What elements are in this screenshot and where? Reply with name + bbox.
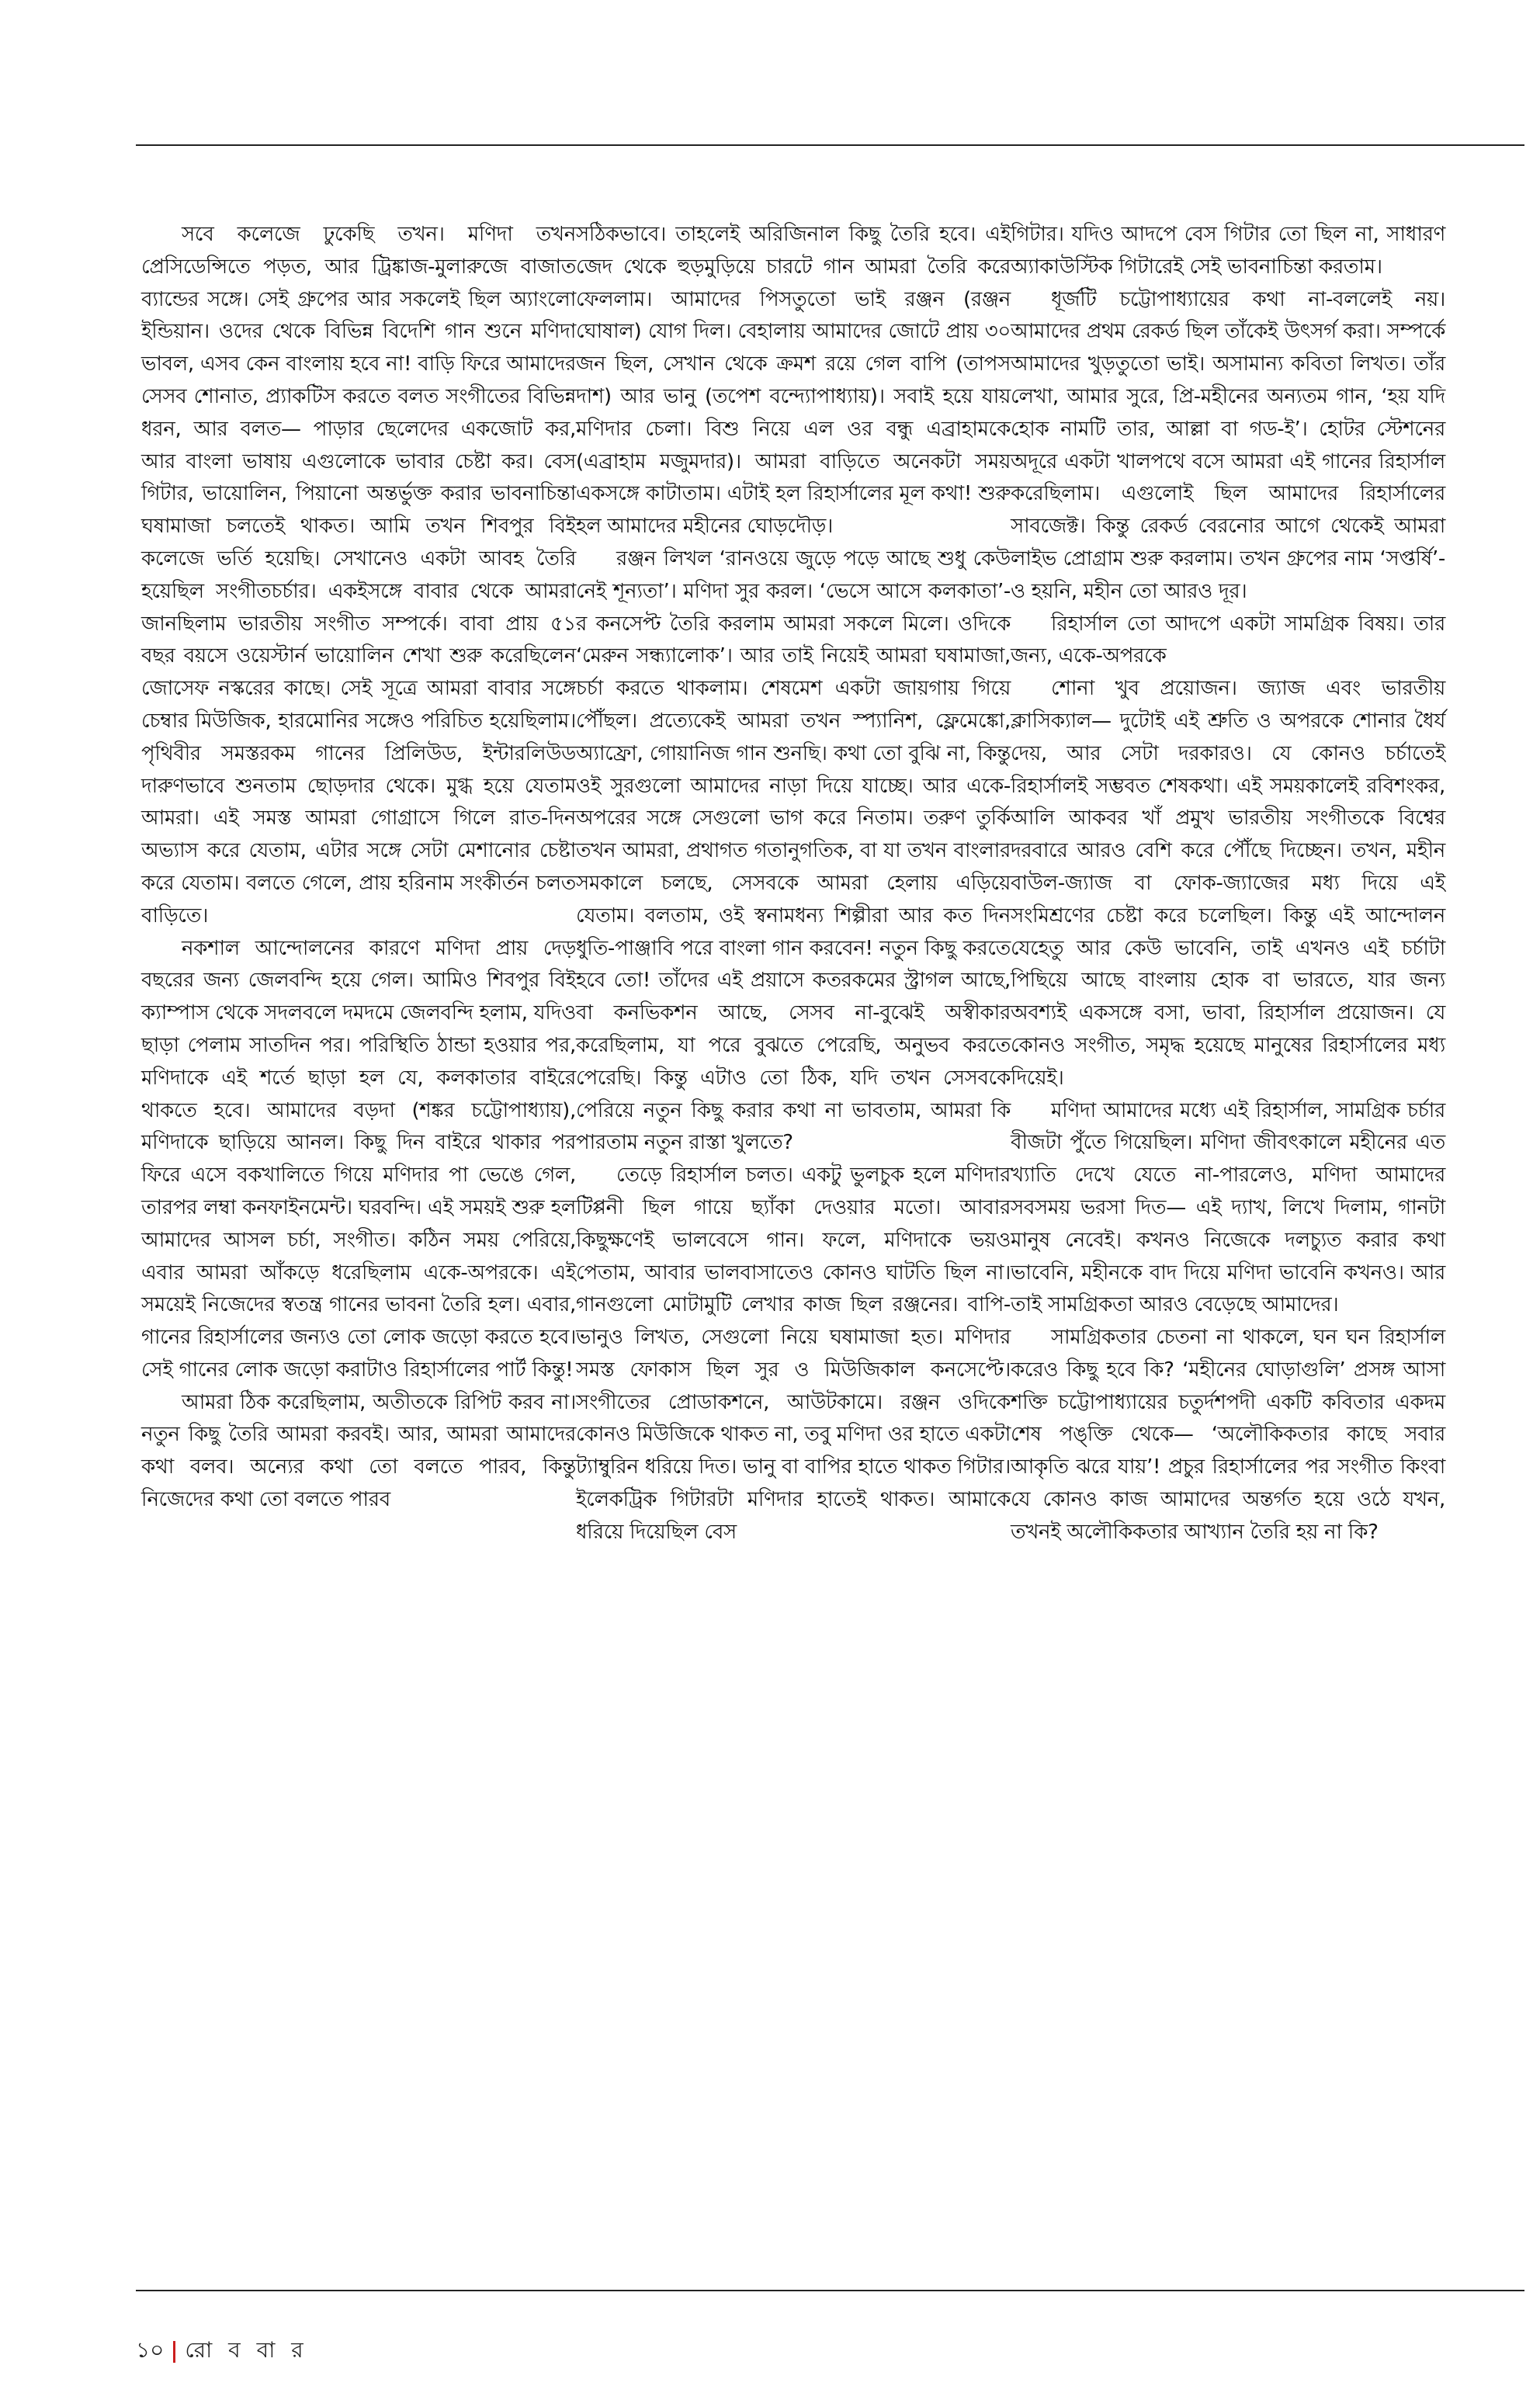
paragraph: সামগ্রিকতার চেতনা না থাকলে, ঘন ঘন রিহার্সাল করেও কিছু হবে কি? ‘মহীনের ঘোড়াগুলি’ প্রসঙ্গ আসা শক্তি চট্টোপাধ্যায়ের চতুর্দশপদী একটি কবিতার একদম শেষ পঙ্‌ক্তি থেকে— ‘অলৌকিকতার কাছে সবার আকৃতি ঝরে যায়’! প্রচুর রিহার্সালের পর সংগীত কিংবা যে কোনও কাজ আমাদের অন্তর্গত হয়ে ওঠে যখন, তখনই অলৌকিকতার আখ্যান তৈরি হয় না কি? (1011, 1326, 1445, 1544)
paragraph: তেড়ে রিহার্সাল চলত। একটু ভুলচুক হলে মণিদার টিপ্পনী ছিল গায়ে ছ্যাঁকা দেওয়ার মতো। আবার কিছুক্ষণেই ভালবেসে গান। ফলে, মণিদাকে ভয়ও পেতাম, আবার ভালবাসাতেও কোনও ঘাটতি ছিল না। গানগুলো মোটামুটি লেখার কাজ ছিল রঞ্জনের। বাপি-ভানুও লিখত, সেগুলো নিয়ে ঘষামাজা হত। মণিদার সমস্ত ফোকাস ছিল সুর ও মিউজিকাল কনসেপ্টে। সংগীতের প্রোডাকশনে, আউটকামে। রঞ্জন ওদিকে কোনও মিউজিকে থাকত না, তবু মণিদা ওর হাতে একটা ট্যাম্বুরিন ধরিয়ে দিত। ভানু বা বাপির হাতে থাকত গিটার। ইলেকট্রিক গিটারটা মণিদার হাতেই থাকত। আমাকে ধরিয়ে দিয়েছিল বেস (576, 1164, 1011, 1544)
footer-divider (173, 2341, 175, 2363)
paragraph: নকশাল আন্দোলনের কারণে মণিদা প্রায় দেড় বছরের জন্য জেলবন্দি হয়ে গেল। আমিও শিবপুর বিই ক্যাম্পাস থেকে সদলবলে দমদমে জেলবন্দি হলাম, যদিও ছাড়া পেলাম সাতদিন পর। পরিস্থিতি ঠান্ডা হওয়ার পর, মণিদাকে এই শর্তে ছাড়া হল যে, কলকাতার বাইরে থাকতে হবে। আমাদের বড়দা (শঙ্কর চট্টোপাধ্যায়), মণিদাকে ছাড়িয়ে আনল। কিছু দিন বাইরে থাকার পর ফিরে এসে বকখালিতে গিয়ে মণিদার পা ভেঙে গেল, তারপর লম্বা কনফাইনমেন্ট। ঘরবন্দি। এই সময়ই শুরু হল আমাদের আসল চর্চা, সংগীত। কঠিন সময় পেরিয়ে, এবার আমরা আঁকড়ে ধরেছিলাম একে-অপরকে। এই সময়েই নিজেদের স্বতন্ত্র গানের ভাবনা তৈরি হল। এবার, গানের রিহার্সালের জন্যও তো লোক জড়ো করতে হবে। সেই গানের লোক জড়ো করাটাও রিহার্সালের পার্ট কিন্তু! (141, 936, 576, 1382)
page-number: ১০ (136, 2337, 165, 2363)
paragraph: মণিদা আমাদের মধ্যে এই রিহার্সাল, সামগ্রিক চর্চার বীজটা পুঁতে গিয়েছিল। মণিদা জীবৎকালে মহীনের এত খ্যাতি দেখে যেতে না-পারলেও, মণিদা আমাদের সবসময় ভরসা দিত— এই দ্যাখ, লিখে দিলাম, গানটা মানুষ নেবেই। কখনও নিজেকে দলচ্যুত করার কথা ভাবেনি, মহীনকে বাদ দিয়ে মণিদা ভাবেনি কখনও। আর তাই সামগ্রিকতা আরও বেড়েছে আমাদের। (1011, 1098, 1445, 1317)
paragraph: আমরা ঠিক করেছিলাম, অতীতকে রিপিট করব না। নতুন কিছু তৈরি আমরা করবই। আর, আমরা আমাদের কথা বলব। অন্যের কথা তো বলতে পারব, কিন্তু নিজেদের কথা তো বলতে পারব (141, 1390, 576, 1512)
paragraph: সবে কলেজে ঢুকেছি তখন। মণিদা তখন প্রেসিডেন্সিতে পড়ত, আর ট্রিঙ্কাজ-মুলারুজে বাজাত ব্যান্ডের সঙ্গে। সেই গ্রুপের আর সকলেই ছিল অ্যাংলো ইন্ডিয়ান। ওদের থেকে বিভিন্ন বিদেশি গান শুনে মণিদা ভাবল, এসব কেন বাংলায় হবে না! বাড়ি ফিরে আমাদের সেসব শোনাত, প্র্যাকটিস করতে বলত সংগীতের বিভিন্ন ধরন, আর বলত— পাড়ার ছেলেদের একজোট কর, আর বাংলা ভাষায় এগুলোকে ভাবার চেষ্টা কর। বেস গিটার, ভায়োলিন, পিয়ানো অন্তর্ভুক্ত করার ভাবনাচিন্তা ঘষামাজা চলতেই থাকত। আমি তখন শিবপুর বিই কলেজে ভর্তি হয়েছি। সেখানেও একটা আবহ তৈরি হয়েছিল সংগীতচর্চার। একইসঙ্গে বাবার থেকে আমরা জানছিলাম ভারতীয় সংগীত সম্পর্কে। বাবা প্রায় ৫১ বছর বয়সে ওয়েস্টার্ন ভায়োলিন শেখা শুরু করেছিলেন জোসেফ নস্করের কাছে। সেই সূত্রে আমরা বাবার সঙ্গে চেম্বার মিউজিক, হারমোনির সঙ্গেও পরিচিত হয়েছিলাম। পৃথিবীর সমস্তরকম গানের প্রিলিউড, ইন্টারলিউড দারুণভাবে শুনতাম ছোড়দার থেকে। মুগ্ধ হয়ে যেতাম আমরা। এই সমস্ত আমরা গোগ্রাসে গিলে রাত-দিন অভ্যাস করে যেতাম, এটার সঙ্গে সেটা মেশানোর চেষ্টা করে যেতাম। বলতে গেলে, প্রায় হরিনাম সংকীর্তন চলত বাড়িতে। (141, 223, 576, 928)
magazine-name: রো ব বা র (185, 2337, 308, 2363)
top-rule (136, 144, 1524, 146)
article-column-3 (1011, 219, 1445, 1549)
article-column-2 (576, 219, 1011, 1549)
page-footer (136, 2333, 308, 2370)
paragraph: ধূর্জটি চট্টোপাধ্যায়ের কথা না-বললেই নয়। আমাদের প্রথম রেকর্ড ছিল তাঁকেই উৎসর্গ করা। সম্পর্কে আমাদের খুড়তুতো ভাই। অসামান্য কবিতা লিখত। তাঁর লেখা, আমার সুরে, প্রি-মহীনের অন্যতম গান, ‘হয় যদি হোক নামটি তার, আল্লা বা গড-ই’। হোটর স্টেশনের অদূরে একটা খালপথে বসে আমরা এই গানের রিহার্সাল করেছিলাম। এগুলোই ছিল আমাদের রিহার্সালের সাবজেক্ট। কিন্তু রেকর্ড বেরনোর আগে থেকেই আমরা লাইভ প্রোগ্রাম শুরু করলাম। তখন গ্রুপের নাম ‘সপ্তর্ষি’-ও হয়নি, মহীন তো আরও দূর। (1011, 287, 1445, 603)
article-column-1 (141, 219, 576, 1517)
paragraph: রিহার্সাল তো আদপে একটা সামগ্রিক বিষয়। তার জন্য, একে-অপরকে (1011, 612, 1445, 668)
paragraph: সঠিকভাবে। তাহলেই অরিজিনাল কিছু তৈরি হবে। এই জেদ থেকে হুড়মুড়িয়ে চারটে গান আমরা তৈরি করে ফেললাম। আমাদের পিসতুতো ভাই রঞ্জন (রঞ্জন ঘোষাল) যোগ দিল। বেহালায় আমাদের জোটে প্রায় ৩০ জন ছিল, সেখান থেকে ক্রমশ রয়ে গেল বাপি (তাপস দাশ) আর ভানু (তপেশ বন্দ্যোপাধ্যায়)। সবাই হয়ে যায় মণিদার চেলা। বিশু নিয়ে এল ওর বন্ধু এব্রাহামকে (এব্রাহাম মজুমদার)। আমরা বাড়িতে অনেকটা সময় একসঙ্গে কাটাতাম। এটাই হল রিহার্সালের মূল কথা! শুরু হল আমাদের মহীনের ঘোড়দৌড়। (576, 223, 1011, 539)
paragraph: শোনা খুব প্রয়োজন। জ্যাজ এবং ভারতীয় ক্লাসিক্যাল— দুটোই এই শ্রুতি ও অপরকে শোনার ধৈর্য দেয়, আর সেটা দরকারও। যে কোনও চর্চাতেই রিহার্সালই সম্ভবত শেষকথা। এই সময়কালেই রবিশংকর, আলি আকবর খাঁ প্রমুখ ভারতীয় সংগীতকে বিশ্বের দরবারে আরও বেশি করে পৌঁছে দিচ্ছেন। তখন, মহীন বাউল-জ্যাজ বা ফোক-জ্যাজের মধ্য দিয়ে এই সংমিশ্রণের চেষ্টা করে চলেছিল। কিন্তু এই আন্দোলন যেহেতু আর কেউ ভাবেনি, তাই এখনও এই চর্চাটা পিছিয়ে আছে বাংলায় হোক বা ভারতে, যার জন্য অবশ্যই একসঙ্গে বসা, ভাবা, রিহার্সাল প্রয়োজন। যে কোনও সংগীত, সমৃদ্ধ হয়েছে মানুষের রিহার্সালের মধ্য দিয়েই। (1011, 677, 1445, 1090)
paragraph: গিটার। যদিও আদপে বেস গিটার তো ছিল না, সাধারণ অ্যাকাউস্টিক গিটারেই সেই ভাবনাচিন্তা করতাম। (1011, 223, 1445, 279)
bottom-rule (136, 2290, 1524, 2291)
paragraph: রঞ্জন লিখল ‘রানওয়ে জুড়ে পড়ে আছে শুধু কেউ নেই শূন্যতা’। মণিদা সুর করল। ‘ভেসে আসে কলকাতা’-র কনসেপ্ট তৈরি করলাম আমরা সকলে মিলে। ওদিকে ‘মেরুন সন্ধ্যালোক’। আর তাই নিয়েই আমরা ঘষামাজা, চর্চা করতে থাকলাম। শেষমেশ একটা জায়গায় গিয়ে পৌঁছল। প্রত্যেকেই আমরা তখন স্প্যানিশ, ফ্লেমেঙ্কো, অ্যাফ্রো, গোয়ানিজ গান শুনছি। কথা তো বুঝি না, কিন্তু ওই সুরগুলো আমাদের নাড়া দিয়ে যাচ্ছে। আর একে-অপরের সঙ্গে সেগুলো ভাগ করে নিতাম। তরুণ তুর্কি তখন আমরা, প্রথাগত গতানুগতিক, বা যা তখন বাংলার সমকালে চলছে, সেসবকে আমরা হেলায় এড়িয়ে যেতাম। বলতাম, ওই স্বনামধন্য শিল্পীরা আর কত দিন ধুতি-পাঞ্জাবি পরে বাংলা গান করবেন! নতুন কিছু করতে হবে তো! তাঁদের এই প্রয়াসে কতরকমের স্ট্রাগল আছে, বা কনভিকশন আছে, সেসব না-বুঝেই অস্বীকার করেছিলাম, যা পরে বুঝতে পেরেছি, অনুভব করতে পেরেছি। কিন্তু এটাও তো ঠিক, যদি তখন সেসবকে পেরিয়ে নতুন কিছু করার কথা না ভাবতাম, আমরা কি পারতাম নতুন রাস্তা খুলতে? (576, 546, 1011, 1155)
